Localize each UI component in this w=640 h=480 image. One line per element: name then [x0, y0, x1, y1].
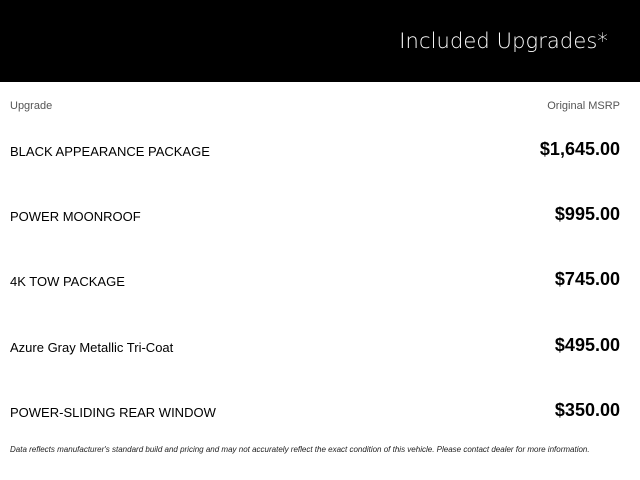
list-item: [0, 136, 640, 166]
upgrade-name: 4K TOW PACKAGE: [10, 274, 125, 289]
upgrade-price: $495.00: [554, 335, 620, 355]
list-item: [0, 201, 640, 231]
upgrade-price: $995.00: [554, 204, 620, 224]
page-title: Included Upgrades*: [399, 29, 608, 53]
upgrade-name: POWER-SLIDING REAR WINDOW: [10, 405, 216, 420]
upgrade-name: BLACK APPEARANCE PACKAGE: [10, 144, 210, 159]
list-item: [0, 266, 640, 296]
list-item: [0, 397, 640, 427]
upgrade-price: $1,645.00: [539, 139, 620, 159]
column-header-upgrade: Upgrade: [10, 100, 53, 112]
upgrade-name: Azure Gray Metallic Tri-Coat: [10, 340, 174, 355]
upgrade-price: $350.00: [554, 400, 620, 420]
upgrade-name: POWER MOONROOF: [10, 209, 141, 224]
column-header-msrp: Original MSRP: [547, 100, 620, 112]
header-banner: [0, 0, 640, 82]
upgrade-price: $745.00: [554, 269, 620, 289]
disclaimer-text: Data reflects manufacturer's standard build and pricing and may not accurately reflect the exact condition of this vehicle. Please contact dealer for more information.: [10, 445, 590, 454]
list-item: [0, 332, 640, 362]
